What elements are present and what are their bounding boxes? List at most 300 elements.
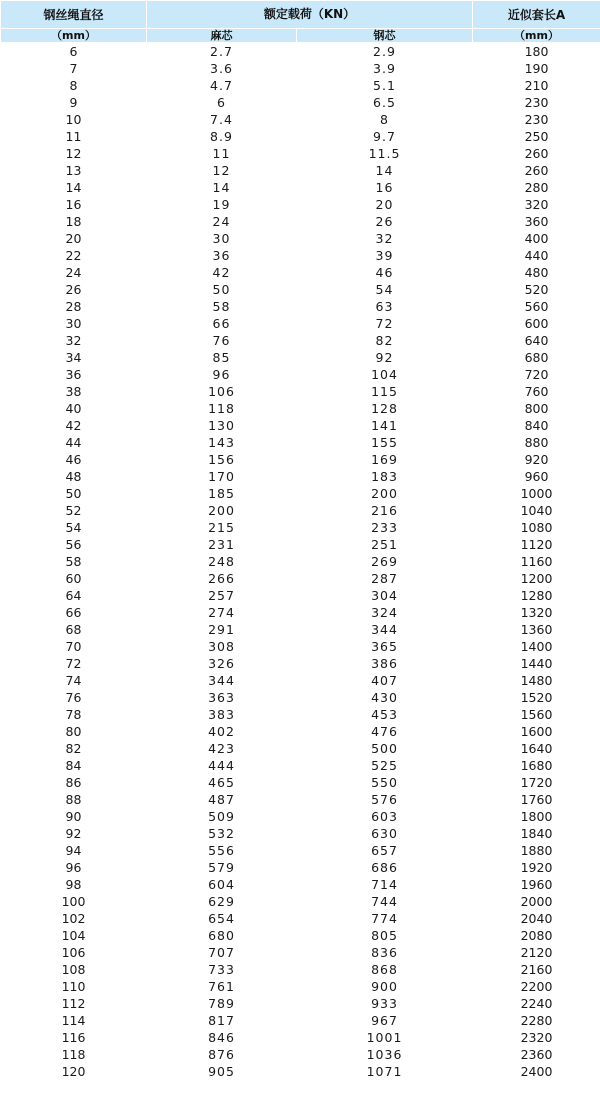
length-cell: 480 [524, 265, 549, 280]
table-row [1, 434, 600, 451]
table-row [1, 332, 600, 349]
diameter-cell: 74 [65, 673, 82, 688]
steel-core-load-cell: 324 [371, 605, 398, 620]
table-row [1, 672, 600, 689]
diameter-cell: 120 [61, 1064, 86, 1079]
hemp-core-load-cell: 423 [208, 741, 235, 756]
diameter-cell: 88 [65, 792, 82, 807]
steel-core-load-cell: 744 [371, 894, 398, 909]
length-cell: 250 [524, 129, 549, 144]
length-unit-header: （mm） [473, 29, 600, 43]
steel-core-load-cell: 11.5 [368, 146, 401, 161]
length-cell: 320 [524, 197, 549, 212]
table-row [1, 876, 600, 893]
length-cell: 1480 [520, 673, 553, 688]
length-cell: 2400 [520, 1064, 553, 1079]
table-row [1, 145, 600, 162]
diameter-cell: 118 [61, 1047, 86, 1062]
length-cell: 1560 [520, 707, 553, 722]
diameter-cell: 56 [65, 537, 82, 552]
length-cell: 230 [524, 95, 549, 110]
steel-core-header: 钢芯 [297, 29, 473, 43]
table-row [1, 757, 600, 774]
hemp-core-header: 麻芯 [147, 29, 297, 43]
table-row [1, 825, 600, 842]
table-row [1, 536, 600, 553]
steel-core-load-cell: 72 [375, 316, 394, 331]
table-row [1, 893, 600, 910]
table-row [1, 247, 600, 264]
steel-core-load-cell: 304 [371, 588, 398, 603]
table-row [1, 485, 600, 502]
steel-core-load-cell: 20 [375, 197, 394, 212]
diameter-cell: 34 [65, 350, 82, 365]
hemp-core-load-cell: 383 [208, 707, 235, 722]
steel-core-load-cell: 1001 [366, 1030, 403, 1045]
diameter-cell: 28 [65, 299, 82, 314]
steel-core-load-cell: 183 [371, 469, 398, 484]
table-row [1, 264, 600, 281]
table-row [1, 162, 600, 179]
length-cell: 1680 [520, 758, 553, 773]
hemp-core-load-cell: 6 [217, 95, 226, 110]
table-row [1, 94, 600, 111]
table-row [1, 400, 600, 417]
hemp-core-load-cell: 185 [208, 486, 235, 501]
hemp-core-load-cell: 876 [208, 1047, 235, 1062]
diameter-cell: 42 [65, 418, 82, 433]
diameter-cell: 104 [61, 928, 86, 943]
table-row [1, 111, 600, 128]
diameter-cell: 36 [65, 367, 82, 382]
length-cell: 1640 [520, 741, 553, 756]
diameter-cell: 26 [65, 282, 82, 297]
table-row [1, 43, 600, 61]
hemp-core-load-cell: 532 [208, 826, 235, 841]
diameter-cell: 84 [65, 758, 82, 773]
diameter-cell: 6 [69, 44, 78, 59]
table-row [1, 689, 600, 706]
table-row [1, 468, 600, 485]
length-cell: 2040 [520, 911, 553, 926]
diameter-cell: 38 [65, 384, 82, 399]
steel-core-load-cell: 1036 [366, 1047, 403, 1062]
steel-core-load-cell: 365 [371, 639, 398, 654]
hemp-core-load-cell: 266 [208, 571, 235, 586]
table-row [1, 553, 600, 570]
diameter-cell: 14 [65, 180, 82, 195]
steel-core-load-cell: 141 [371, 418, 398, 433]
length-cell: 1520 [520, 690, 553, 705]
length-cell: 840 [524, 418, 549, 433]
table-row [1, 213, 600, 230]
table-row [1, 621, 600, 638]
steel-core-load-cell: 104 [371, 367, 398, 382]
diameter-cell: 66 [65, 605, 82, 620]
hemp-core-load-cell: 402 [208, 724, 235, 739]
length-cell: 1400 [520, 639, 553, 654]
hemp-core-load-cell: 118 [208, 401, 235, 416]
steel-core-load-cell: 500 [371, 741, 398, 756]
hemp-core-load-cell: 344 [208, 673, 235, 688]
table-row [1, 842, 600, 859]
diameter-cell: 100 [61, 894, 86, 909]
length-cell: 360 [524, 214, 549, 229]
steel-core-load-cell: 868 [371, 962, 398, 977]
steel-core-load-cell: 8 [380, 112, 389, 127]
length-cell: 2160 [520, 962, 553, 977]
hemp-core-load-cell: 4.7 [210, 78, 233, 93]
length-header: 近似套长A [473, 1, 600, 29]
hemp-core-load-cell: 130 [208, 418, 235, 433]
hemp-core-load-cell: 654 [208, 911, 235, 926]
steel-core-load-cell: 82 [375, 333, 394, 348]
diameter-cell: 10 [65, 112, 82, 127]
hemp-core-load-cell: 733 [208, 962, 235, 977]
hemp-core-load-cell: 76 [212, 333, 231, 348]
length-cell: 2240 [520, 996, 553, 1011]
table-row [1, 638, 600, 655]
length-cell: 2280 [520, 1013, 553, 1028]
length-cell: 1720 [520, 775, 553, 790]
diameter-cell: 94 [65, 843, 82, 858]
hemp-core-load-cell: 42 [212, 265, 231, 280]
steel-core-load-cell: 39 [375, 248, 394, 263]
diameter-cell: 40 [65, 401, 82, 416]
steel-core-load-cell: 657 [371, 843, 398, 858]
length-cell: 2360 [520, 1047, 553, 1062]
diameter-cell: 18 [65, 214, 82, 229]
steel-core-load-cell: 344 [371, 622, 398, 637]
length-cell: 1000 [520, 486, 553, 501]
hemp-core-load-cell: 30 [212, 231, 231, 246]
diameter-cell: 86 [65, 775, 82, 790]
table-row [1, 570, 600, 587]
length-cell: 2200 [520, 979, 553, 994]
table-row [1, 128, 600, 145]
steel-core-load-cell: 63 [375, 299, 394, 314]
table-row [1, 349, 600, 366]
steel-core-load-cell: 3.9 [373, 61, 396, 76]
diameter-cell: 54 [65, 520, 82, 535]
steel-core-load-cell: 933 [371, 996, 398, 1011]
hemp-core-load-cell: 12 [212, 163, 231, 178]
steel-core-load-cell: 603 [371, 809, 398, 824]
steel-core-load-cell: 1071 [366, 1064, 403, 1079]
hemp-core-load-cell: 14 [212, 180, 231, 195]
hemp-core-load-cell: 326 [208, 656, 235, 671]
hemp-core-load-cell: 680 [208, 928, 235, 943]
hemp-core-load-cell: 465 [208, 775, 235, 790]
hemp-core-load-cell: 629 [208, 894, 235, 909]
table-row [1, 944, 600, 961]
length-cell: 2320 [520, 1030, 553, 1045]
length-cell: 1280 [520, 588, 553, 603]
length-cell: 1320 [520, 605, 553, 620]
hemp-core-load-cell: 556 [208, 843, 235, 858]
table-row [1, 978, 600, 995]
table-body [1, 43, 600, 1081]
diameter-cell: 78 [65, 707, 82, 722]
hemp-core-load-cell: 231 [208, 537, 235, 552]
hemp-core-load-cell: 50 [212, 282, 231, 297]
hemp-core-load-cell: 509 [208, 809, 235, 824]
length-cell: 560 [524, 299, 549, 314]
steel-core-load-cell: 714 [371, 877, 398, 892]
length-cell: 680 [524, 350, 549, 365]
hemp-core-load-cell: 817 [208, 1013, 235, 1028]
diameter-cell: 102 [61, 911, 86, 926]
length-cell: 720 [524, 367, 549, 382]
table-row [1, 1063, 600, 1080]
diameter-cell: 13 [65, 163, 82, 178]
hemp-core-load-cell: 308 [208, 639, 235, 654]
hemp-core-load-cell: 200 [208, 503, 235, 518]
table-row [1, 927, 600, 944]
length-cell: 190 [524, 61, 549, 76]
length-cell: 1080 [520, 520, 553, 535]
table-row [1, 60, 600, 77]
hemp-core-load-cell: 7.4 [210, 112, 233, 127]
steel-core-load-cell: 169 [371, 452, 398, 467]
diameter-cell: 8 [69, 78, 78, 93]
length-cell: 1920 [520, 860, 553, 875]
length-cell: 760 [524, 384, 549, 399]
hemp-core-load-cell: 363 [208, 690, 235, 705]
steel-core-load-cell: 9.7 [373, 129, 396, 144]
table-row [1, 1046, 600, 1063]
length-cell: 1160 [520, 554, 553, 569]
length-cell: 1360 [520, 622, 553, 637]
diameter-cell: 98 [65, 877, 82, 892]
length-cell: 600 [524, 316, 549, 331]
table-row [1, 298, 600, 315]
diameter-cell: 11 [65, 129, 82, 144]
steel-core-load-cell: 54 [375, 282, 394, 297]
table-row [1, 740, 600, 757]
length-cell: 1040 [520, 503, 553, 518]
hemp-core-load-cell: 707 [208, 945, 235, 960]
hemp-core-load-cell: 257 [208, 588, 235, 603]
length-cell: 2080 [520, 928, 553, 943]
hemp-core-load-cell: 604 [208, 877, 235, 892]
table-row [1, 655, 600, 672]
diameter-cell: 80 [65, 724, 82, 739]
table-row [1, 723, 600, 740]
steel-core-load-cell: 774 [371, 911, 398, 926]
steel-core-load-cell: 233 [371, 520, 398, 535]
table-row [1, 774, 600, 791]
steel-core-load-cell: 16 [375, 180, 394, 195]
table-row [1, 383, 600, 400]
table-row [1, 451, 600, 468]
hemp-core-load-cell: 24 [212, 214, 231, 229]
hemp-core-load-cell: 905 [208, 1064, 235, 1079]
length-cell: 400 [524, 231, 549, 246]
diameter-cell: 58 [65, 554, 82, 569]
steel-core-load-cell: 5.1 [373, 78, 396, 93]
steel-core-load-cell: 630 [371, 826, 398, 841]
diameter-cell: 64 [65, 588, 82, 603]
diameter-cell: 90 [65, 809, 82, 824]
hemp-core-load-cell: 3.6 [210, 61, 233, 76]
table-row [1, 706, 600, 723]
hemp-core-load-cell: 2.7 [210, 44, 233, 59]
diameter-cell: 70 [65, 639, 82, 654]
hemp-core-load-cell: 444 [208, 758, 235, 773]
steel-core-load-cell: 900 [371, 979, 398, 994]
length-cell: 2120 [520, 945, 553, 960]
steel-core-load-cell: 287 [371, 571, 398, 586]
table-row [1, 179, 600, 196]
steel-core-load-cell: 386 [371, 656, 398, 671]
hemp-core-load-cell: 156 [208, 452, 235, 467]
hemp-core-load-cell: 36 [212, 248, 231, 263]
diameter-header: 钢丝绳直径 [1, 1, 147, 29]
hemp-core-load-cell: 11 [212, 146, 231, 161]
steel-core-load-cell: 967 [371, 1013, 398, 1028]
steel-core-load-cell: 6.5 [373, 95, 396, 110]
hemp-core-load-cell: 274 [208, 605, 235, 620]
table-row [1, 859, 600, 876]
length-cell: 880 [524, 435, 549, 450]
length-cell: 1800 [520, 809, 553, 824]
table-row [1, 604, 600, 621]
diameter-cell: 30 [65, 316, 82, 331]
diameter-cell: 46 [65, 452, 82, 467]
steel-core-load-cell: 836 [371, 945, 398, 960]
steel-core-load-cell: 453 [371, 707, 398, 722]
length-cell: 230 [524, 112, 549, 127]
length-cell: 260 [524, 146, 549, 161]
table-row [1, 196, 600, 213]
table-row [1, 961, 600, 978]
table-row [1, 502, 600, 519]
diameter-unit-header: （mm） [1, 29, 147, 43]
length-cell: 1600 [520, 724, 553, 739]
hemp-core-load-cell: 215 [208, 520, 235, 535]
hemp-core-load-cell: 487 [208, 792, 235, 807]
steel-core-load-cell: 115 [371, 384, 398, 399]
steel-core-load-cell: 407 [371, 673, 398, 688]
diameter-cell: 60 [65, 571, 82, 586]
steel-core-load-cell: 92 [375, 350, 394, 365]
diameter-cell: 106 [61, 945, 86, 960]
steel-core-load-cell: 686 [371, 860, 398, 875]
table-row [1, 315, 600, 332]
hemp-core-load-cell: 85 [212, 350, 231, 365]
length-cell: 210 [524, 78, 549, 93]
hemp-core-load-cell: 291 [208, 622, 235, 637]
diameter-cell: 116 [61, 1030, 86, 1045]
diameter-cell: 9 [69, 95, 78, 110]
diameter-cell: 50 [65, 486, 82, 501]
hemp-core-load-cell: 96 [212, 367, 231, 382]
length-cell: 1200 [520, 571, 553, 586]
hemp-core-load-cell: 761 [208, 979, 235, 994]
table-row [1, 366, 600, 383]
length-cell: 2000 [520, 894, 553, 909]
diameter-cell: 114 [61, 1013, 86, 1028]
length-cell: 1880 [520, 843, 553, 858]
table-row [1, 417, 600, 434]
diameter-cell: 112 [61, 996, 86, 1011]
hemp-core-load-cell: 248 [208, 554, 235, 569]
hemp-core-load-cell: 143 [208, 435, 235, 450]
diameter-cell: 110 [61, 979, 86, 994]
steel-core-load-cell: 155 [371, 435, 398, 450]
diameter-cell: 76 [65, 690, 82, 705]
diameter-cell: 22 [65, 248, 82, 263]
steel-core-load-cell: 550 [371, 775, 398, 790]
hemp-core-load-cell: 19 [212, 197, 231, 212]
diameter-cell: 96 [65, 860, 82, 875]
table-row [1, 587, 600, 604]
table-row [1, 230, 600, 247]
hemp-core-load-cell: 106 [208, 384, 235, 399]
steel-core-load-cell: 525 [371, 758, 398, 773]
diameter-cell: 92 [65, 826, 82, 841]
hemp-core-load-cell: 58 [212, 299, 231, 314]
rated-load-header: 额定载荷（KN） [147, 1, 473, 29]
diameter-cell: 24 [65, 265, 82, 280]
length-cell: 960 [524, 469, 549, 484]
hemp-core-load-cell: 66 [212, 316, 231, 331]
diameter-cell: 44 [65, 435, 82, 450]
table-row [1, 519, 600, 536]
table-row [1, 995, 600, 1012]
steel-core-load-cell: 26 [375, 214, 394, 229]
header-row-bottom [1, 29, 600, 43]
length-cell: 260 [524, 163, 549, 178]
steel-core-load-cell: 269 [371, 554, 398, 569]
steel-core-load-cell: 46 [375, 265, 394, 280]
steel-core-load-cell: 216 [371, 503, 398, 518]
table-row [1, 281, 600, 298]
steel-core-load-cell: 128 [371, 401, 398, 416]
length-cell: 520 [524, 282, 549, 297]
steel-core-load-cell: 32 [375, 231, 394, 246]
table-row [1, 808, 600, 825]
length-cell: 1760 [520, 792, 553, 807]
table-header [1, 1, 600, 43]
diameter-cell: 72 [65, 656, 82, 671]
steel-core-load-cell: 430 [371, 690, 398, 705]
diameter-cell: 68 [65, 622, 82, 637]
length-cell: 440 [524, 248, 549, 263]
diameter-cell: 16 [65, 197, 82, 212]
length-cell: 180 [524, 44, 549, 59]
length-cell: 1840 [520, 826, 553, 841]
diameter-cell: 32 [65, 333, 82, 348]
diameter-cell: 20 [65, 231, 82, 246]
steel-core-load-cell: 2.9 [373, 44, 396, 59]
length-cell: 640 [524, 333, 549, 348]
steel-core-load-cell: 476 [371, 724, 398, 739]
table-row [1, 77, 600, 94]
diameter-cell: 108 [61, 962, 86, 977]
length-cell: 1120 [520, 537, 553, 552]
diameter-cell: 52 [65, 503, 82, 518]
length-cell: 1960 [520, 877, 553, 892]
steel-core-load-cell: 576 [371, 792, 398, 807]
table-row [1, 1029, 600, 1046]
hemp-core-load-cell: 8.9 [210, 129, 233, 144]
table-row [1, 910, 600, 927]
steel-core-load-cell: 251 [371, 537, 398, 552]
length-cell: 920 [524, 452, 549, 467]
table-row [1, 791, 600, 808]
